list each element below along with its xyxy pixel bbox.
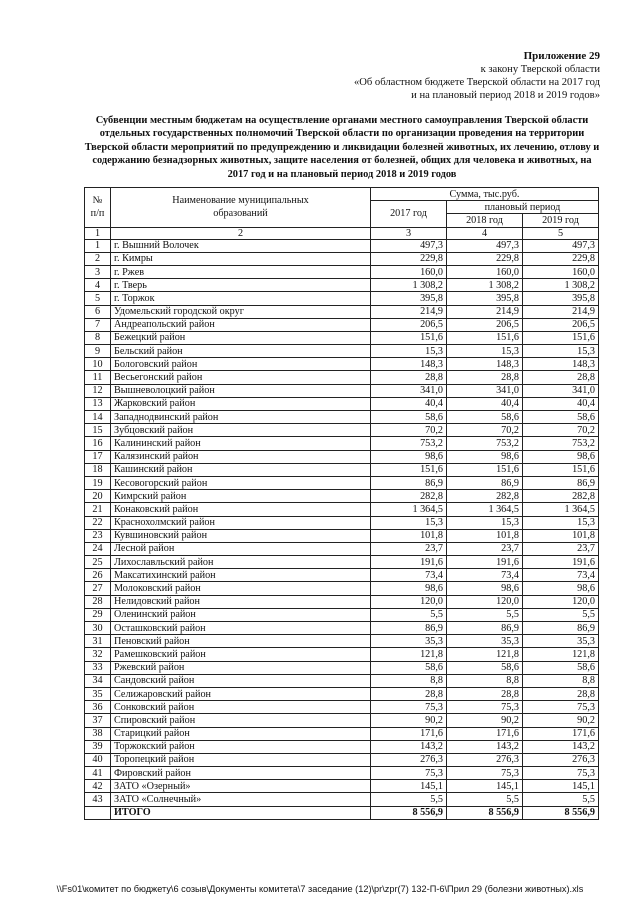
table-row — [85, 542, 599, 555]
amount-2018: 40,4 — [447, 397, 523, 410]
amount-2017: 90,2 — [371, 714, 447, 727]
amount-2019: 58,6 — [523, 411, 599, 424]
amount-2017: 145,1 — [371, 780, 447, 793]
municipality-name: Нелидовский район — [111, 595, 371, 608]
row-number: 15 — [85, 424, 111, 437]
amount-2018: 1 364,5 — [447, 503, 523, 516]
row-number: 43 — [85, 793, 111, 806]
municipality-name: Селижаровский район — [111, 687, 371, 700]
municipality-name: Ржевский район — [111, 661, 371, 674]
amount-2019: 86,9 — [523, 622, 599, 635]
table-row — [85, 305, 599, 318]
row-number: 10 — [85, 358, 111, 371]
amount-2018: 90,2 — [447, 714, 523, 727]
table-row — [85, 622, 599, 635]
table-row — [85, 450, 599, 463]
amount-2017: 214,9 — [371, 305, 447, 318]
municipality-name: г. Ржев — [111, 265, 371, 278]
amount-2017: 160,0 — [371, 265, 447, 278]
table-row — [85, 569, 599, 582]
municipality-name: Кашинский район — [111, 463, 371, 476]
amount-2019: 171,6 — [523, 727, 599, 740]
row-number: 29 — [85, 608, 111, 621]
amount-2018: 5,5 — [447, 608, 523, 621]
amount-2017: 151,6 — [371, 331, 447, 344]
row-number: 9 — [85, 345, 111, 358]
amount-2017: 35,3 — [371, 635, 447, 648]
municipality-name: Максатихинский район — [111, 569, 371, 582]
municipality-name: г. Тверь — [111, 279, 371, 292]
table-row — [85, 661, 599, 674]
table-row — [85, 239, 599, 252]
municipality-name: ЗАТО «Солнечный» — [111, 793, 371, 806]
amount-2018: 214,9 — [447, 305, 523, 318]
amount-2018: 98,6 — [447, 450, 523, 463]
amount-2017: 75,3 — [371, 767, 447, 780]
municipality-name: Бежецкий район — [111, 331, 371, 344]
row-number: 28 — [85, 595, 111, 608]
amount-2019: 70,2 — [523, 424, 599, 437]
total-2018: 8 556,9 — [447, 806, 523, 819]
municipality-name: Торопецкий район — [111, 753, 371, 766]
table-row — [85, 424, 599, 437]
amount-2017: 171,6 — [371, 727, 447, 740]
row-number: 41 — [85, 767, 111, 780]
amount-2018: 151,6 — [447, 331, 523, 344]
row-number: 5 — [85, 292, 111, 305]
amount-2019: 5,5 — [523, 608, 599, 621]
amount-2018: 143,2 — [447, 740, 523, 753]
amount-2018: 148,3 — [447, 358, 523, 371]
amount-2019: 15,3 — [523, 516, 599, 529]
amount-2018: 276,3 — [447, 753, 523, 766]
row-number: 4 — [85, 279, 111, 292]
total-label: ИТОГО — [111, 806, 371, 819]
amount-2017: 229,8 — [371, 252, 447, 265]
amount-2018: 120,0 — [447, 595, 523, 608]
row-number: 25 — [85, 556, 111, 569]
amount-2018: 191,6 — [447, 556, 523, 569]
amount-2018: 98,6 — [447, 582, 523, 595]
amount-2019: 497,3 — [523, 239, 599, 252]
amount-2018: 341,0 — [447, 384, 523, 397]
municipality-name: Кувшиновский район — [111, 529, 371, 542]
amount-2017: 70,2 — [371, 424, 447, 437]
row-number: 20 — [85, 490, 111, 503]
row-number: 37 — [85, 714, 111, 727]
row-number: 2 — [85, 252, 111, 265]
municipality-name: Фировский район — [111, 767, 371, 780]
table-row — [85, 582, 599, 595]
amount-2017: 148,3 — [371, 358, 447, 371]
municipality-name: ЗАТО «Озерный» — [111, 780, 371, 793]
municipality-name: Спировский район — [111, 714, 371, 727]
municipality-name: Торжокский район — [111, 740, 371, 753]
table-row — [85, 727, 599, 740]
table-row — [85, 476, 599, 489]
appendix-header — [260, 50, 600, 102]
table-row — [85, 780, 599, 793]
amount-2018: 28,8 — [447, 687, 523, 700]
table-row — [85, 740, 599, 753]
row-number: 16 — [85, 437, 111, 450]
amount-2019: 395,8 — [523, 292, 599, 305]
amount-2017: 28,8 — [371, 371, 447, 384]
municipality-name: Краснохолмский район — [111, 516, 371, 529]
amount-2018: 15,3 — [447, 516, 523, 529]
table-row — [85, 701, 599, 714]
municipality-name: Рамешковский район — [111, 648, 371, 661]
amount-2019: 148,3 — [523, 358, 599, 371]
amount-2019: 98,6 — [523, 450, 599, 463]
row-number: 8 — [85, 331, 111, 344]
municipality-name: Бологовский район — [111, 358, 371, 371]
amount-2018: 121,8 — [447, 648, 523, 661]
amount-2018: 282,8 — [447, 490, 523, 503]
row-number: 13 — [85, 397, 111, 410]
municipality-name: Пеновский район — [111, 635, 371, 648]
table-row — [85, 556, 599, 569]
amount-2018: 70,2 — [447, 424, 523, 437]
amount-2017: 23,7 — [371, 542, 447, 555]
appendix-line-1: к закону Тверской области — [480, 64, 600, 75]
table-row — [85, 252, 599, 265]
row-number: 32 — [85, 648, 111, 661]
amount-2017: 86,9 — [371, 622, 447, 635]
table-row — [85, 529, 599, 542]
amount-2017: 73,4 — [371, 569, 447, 582]
table-row — [85, 635, 599, 648]
amount-2017: 753,2 — [371, 437, 447, 450]
amount-2019: 40,4 — [523, 397, 599, 410]
row-number: 6 — [85, 305, 111, 318]
table-row — [85, 714, 599, 727]
municipality-name: Конаковский район — [111, 503, 371, 516]
amount-2017: 28,8 — [371, 687, 447, 700]
amount-2019: 101,8 — [523, 529, 599, 542]
row-number: 33 — [85, 661, 111, 674]
row-number: 38 — [85, 727, 111, 740]
amount-2017: 98,6 — [371, 450, 447, 463]
row-number: 17 — [85, 450, 111, 463]
amount-2017: 75,3 — [371, 701, 447, 714]
header-name: Наименование муниципальных образований — [111, 188, 371, 228]
row-number: 14 — [85, 411, 111, 424]
municipality-name: Андреапольский район — [111, 318, 371, 331]
appendix-title: Приложение 29 — [523, 50, 600, 62]
amount-2017: 40,4 — [371, 397, 447, 410]
table-row — [85, 503, 599, 516]
subsidies-table — [84, 187, 599, 820]
amount-2018: 8,8 — [447, 674, 523, 687]
column-number: 3 — [371, 227, 447, 239]
amount-2019: 58,6 — [523, 661, 599, 674]
municipality-name: Оленинский район — [111, 608, 371, 621]
row-number: 31 — [85, 635, 111, 648]
amount-2017: 15,3 — [371, 345, 447, 358]
amount-2018: 28,8 — [447, 371, 523, 384]
amount-2018: 23,7 — [447, 542, 523, 555]
row-number: 21 — [85, 503, 111, 516]
column-number: 5 — [523, 227, 599, 239]
municipality-name: Зубцовский район — [111, 424, 371, 437]
municipality-name: Западнодвинский район — [111, 411, 371, 424]
amount-2019: 151,6 — [523, 463, 599, 476]
amount-2017: 58,6 — [371, 411, 447, 424]
amount-2018: 58,6 — [447, 661, 523, 674]
amount-2018: 101,8 — [447, 529, 523, 542]
table-row — [85, 437, 599, 450]
municipality-name: Лихославльский район — [111, 556, 371, 569]
amount-2017: 1 308,2 — [371, 279, 447, 292]
table-row — [85, 674, 599, 687]
municipality-name: Молоковский район — [111, 582, 371, 595]
amount-2019: 90,2 — [523, 714, 599, 727]
table-row — [85, 318, 599, 331]
municipality-name: Осташковский район — [111, 622, 371, 635]
amount-2019: 276,3 — [523, 753, 599, 766]
row-number: 35 — [85, 687, 111, 700]
amount-2017: 121,8 — [371, 648, 447, 661]
row-number: 12 — [85, 384, 111, 397]
amount-2018: 35,3 — [447, 635, 523, 648]
table-row — [85, 463, 599, 476]
amount-2019: 8,8 — [523, 674, 599, 687]
row-number: 30 — [85, 622, 111, 635]
amount-2019: 160,0 — [523, 265, 599, 278]
amount-2017: 86,9 — [371, 476, 447, 489]
table-row — [85, 793, 599, 806]
table-row — [85, 345, 599, 358]
total-2019: 8 556,9 — [523, 806, 599, 819]
appendix-line-3: и на плановый период 2018 и 2019 годов» — [411, 90, 600, 101]
table-row — [85, 687, 599, 700]
table-row — [85, 371, 599, 384]
row-number: 27 — [85, 582, 111, 595]
total-row — [85, 806, 599, 819]
municipality-name: Бельский район — [111, 345, 371, 358]
table-row — [85, 292, 599, 305]
row-number: 19 — [85, 476, 111, 489]
municipality-name: Вышневолоцкий район — [111, 384, 371, 397]
amount-2017: 101,8 — [371, 529, 447, 542]
document-title: Субвенции местным бюджетам на осуществление органами местного самоуправления Тверской области отдельных государственных полномочий Тверской области по организации проведения на территории Тверской области мероприятий по предупреждению и ликвидации болезней животных, их лечению, отлову и содержанию безнадзорных животных, защите населения от болезней, общих для человека и животных, на 2017 год и на плановый период 2018 и 2019 годов — [84, 115, 600, 180]
row-number: 22 — [85, 516, 111, 529]
municipality-name: Калининский район — [111, 437, 371, 450]
amount-2019: 28,8 — [523, 687, 599, 700]
amount-2019: 73,4 — [523, 569, 599, 582]
table-row — [85, 384, 599, 397]
table-row — [85, 753, 599, 766]
municipality-name: Удомельский городской округ — [111, 305, 371, 318]
amount-2018: 753,2 — [447, 437, 523, 450]
amount-2017: 206,5 — [371, 318, 447, 331]
amount-2018: 1 308,2 — [447, 279, 523, 292]
row-number: 24 — [85, 542, 111, 555]
amount-2019: 35,3 — [523, 635, 599, 648]
column-number-row — [85, 227, 599, 239]
amount-2018: 160,0 — [447, 265, 523, 278]
table-row — [85, 595, 599, 608]
amount-2018: 206,5 — [447, 318, 523, 331]
row-number: 36 — [85, 701, 111, 714]
amount-2018: 58,6 — [447, 411, 523, 424]
amount-2019: 75,3 — [523, 701, 599, 714]
table-row — [85, 767, 599, 780]
amount-2019: 214,9 — [523, 305, 599, 318]
total-2017: 8 556,9 — [371, 806, 447, 819]
amount-2017: 120,0 — [371, 595, 447, 608]
row-number: 26 — [85, 569, 111, 582]
amount-2018: 145,1 — [447, 780, 523, 793]
municipality-name: Кимрский район — [111, 490, 371, 503]
amount-2018: 497,3 — [447, 239, 523, 252]
amount-2018: 75,3 — [447, 701, 523, 714]
municipality-name: г. Вышний Волочек — [111, 239, 371, 252]
amount-2017: 5,5 — [371, 608, 447, 621]
municipality-name: Кесовогорский район — [111, 476, 371, 489]
amount-2019: 28,8 — [523, 371, 599, 384]
header-planned-period: плановый период — [447, 201, 599, 214]
table-row — [85, 490, 599, 503]
amount-2019: 143,2 — [523, 740, 599, 753]
amount-2017: 395,8 — [371, 292, 447, 305]
table-row — [85, 411, 599, 424]
amount-2017: 8,8 — [371, 674, 447, 687]
header-number: № п/п — [85, 188, 111, 228]
table-row — [85, 279, 599, 292]
amount-2017: 143,2 — [371, 740, 447, 753]
amount-2019: 151,6 — [523, 331, 599, 344]
amount-2017: 191,6 — [371, 556, 447, 569]
amount-2017: 341,0 — [371, 384, 447, 397]
amount-2018: 86,9 — [447, 622, 523, 635]
municipality-name: Старицкий район — [111, 727, 371, 740]
amount-2018: 15,3 — [447, 345, 523, 358]
row-number: 34 — [85, 674, 111, 687]
table-row — [85, 265, 599, 278]
amount-2018: 75,3 — [447, 767, 523, 780]
file-path-footer: \\Fs01\комитет по бюджету\6 созыв\Документы комитета\7 заседание (12)\pr\zpr(7) 132-П-6\Прил 29 (болезни животных).xls — [56, 884, 584, 894]
column-number: 1 — [85, 227, 111, 239]
amount-2019: 229,8 — [523, 252, 599, 265]
municipality-name: Сандовский район — [111, 674, 371, 687]
amount-2017: 151,6 — [371, 463, 447, 476]
row-number: 7 — [85, 318, 111, 331]
header-2018: 2018 год — [447, 214, 523, 227]
row-number: 1 — [85, 239, 111, 252]
amount-2019: 121,8 — [523, 648, 599, 661]
column-number: 4 — [447, 227, 523, 239]
amount-2018: 86,9 — [447, 476, 523, 489]
municipality-name: Калязинский район — [111, 450, 371, 463]
municipality-name: Весьегонский район — [111, 371, 371, 384]
amount-2019: 5,5 — [523, 793, 599, 806]
amount-2017: 98,6 — [371, 582, 447, 595]
amount-2017: 276,3 — [371, 753, 447, 766]
amount-2019: 120,0 — [523, 595, 599, 608]
amount-2019: 206,5 — [523, 318, 599, 331]
amount-2017: 1 364,5 — [371, 503, 447, 516]
row-number: 23 — [85, 529, 111, 542]
row-number: 42 — [85, 780, 111, 793]
amount-2019: 1 308,2 — [523, 279, 599, 292]
table-row — [85, 608, 599, 621]
amount-2018: 151,6 — [447, 463, 523, 476]
amount-2019: 282,8 — [523, 490, 599, 503]
amount-2019: 753,2 — [523, 437, 599, 450]
amount-2019: 86,9 — [523, 476, 599, 489]
amount-2019: 15,3 — [523, 345, 599, 358]
header-2019: 2019 год — [523, 214, 599, 227]
amount-2019: 1 364,5 — [523, 503, 599, 516]
amount-2019: 145,1 — [523, 780, 599, 793]
amount-2018: 5,5 — [447, 793, 523, 806]
table-row — [85, 397, 599, 410]
amount-2019: 98,6 — [523, 582, 599, 595]
amount-2019: 23,7 — [523, 542, 599, 555]
amount-2019: 191,6 — [523, 556, 599, 569]
amount-2017: 58,6 — [371, 661, 447, 674]
amount-2018: 395,8 — [447, 292, 523, 305]
amount-2017: 282,8 — [371, 490, 447, 503]
municipality-name: Жарковский район — [111, 397, 371, 410]
municipality-name: г. Торжок — [111, 292, 371, 305]
appendix-line-2: «Об областном бюджете Тверской области на 2017 год — [353, 77, 600, 88]
amount-2019: 75,3 — [523, 767, 599, 780]
amount-2017: 15,3 — [371, 516, 447, 529]
header-sum: Сумма, тыс.руб. — [371, 188, 599, 201]
row-number: 40 — [85, 753, 111, 766]
amount-2019: 341,0 — [523, 384, 599, 397]
amount-2018: 171,6 — [447, 727, 523, 740]
amount-2018: 73,4 — [447, 569, 523, 582]
table-row — [85, 648, 599, 661]
municipality-name: г. Кимры — [111, 252, 371, 265]
column-number: 2 — [111, 227, 371, 239]
amount-2018: 229,8 — [447, 252, 523, 265]
amount-2017: 5,5 — [371, 793, 447, 806]
table-row — [85, 358, 599, 371]
row-number: 18 — [85, 463, 111, 476]
row-number: 3 — [85, 265, 111, 278]
header-2017: 2017 год — [371, 201, 447, 227]
row-number: 11 — [85, 371, 111, 384]
amount-2017: 497,3 — [371, 239, 447, 252]
municipality-name: Сонковский район — [111, 701, 371, 714]
table-row — [85, 516, 599, 529]
table-row — [85, 331, 599, 344]
municipality-name: Лесной район — [111, 542, 371, 555]
row-number: 39 — [85, 740, 111, 753]
